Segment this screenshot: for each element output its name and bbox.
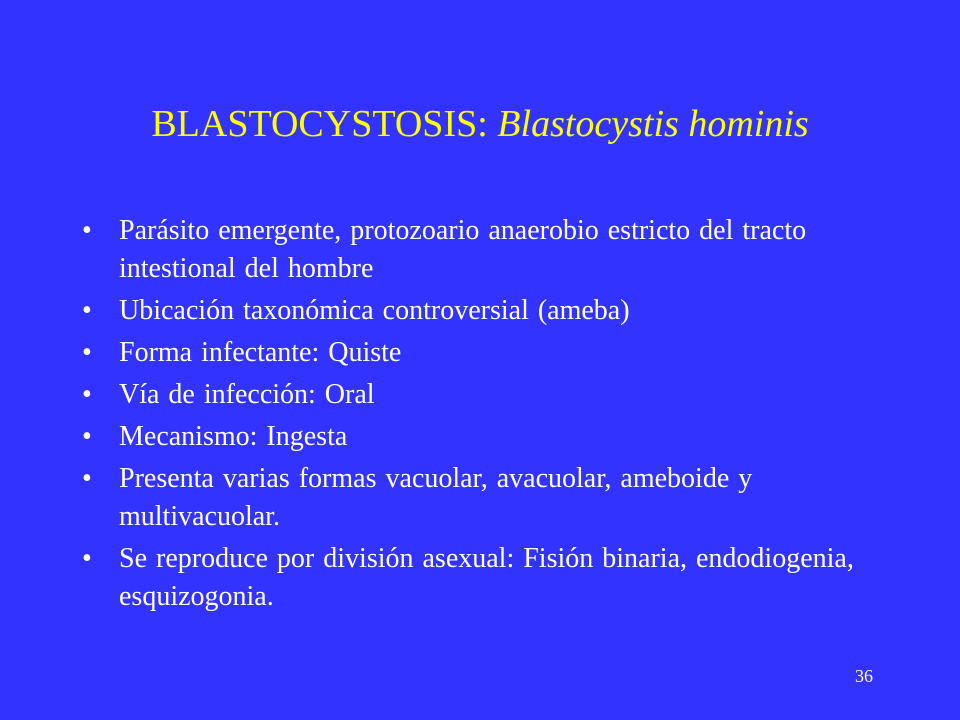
- bullet-dot-icon: •: [82, 379, 92, 410]
- bullet-dot-icon: •: [82, 215, 92, 246]
- title-main: BLASTOCYSTOSIS:: [151, 103, 498, 145]
- bullet-text: Vía de infección: Oral: [119, 379, 375, 410]
- bullet-text: Presenta varias formas vacuolar, avacuolar, ameboide y multivacuolar.: [119, 463, 753, 532]
- bullet-dot-icon: •: [82, 421, 92, 452]
- bullet-item: [82, 334, 882, 372]
- bullet-item: [82, 540, 882, 616]
- bullet-item: [82, 212, 882, 288]
- bullet-dot-icon: •: [82, 295, 92, 326]
- bullet-text: Se reproduce por división asexual: Fisión binaria, endodiogenia, esquizogonia.: [119, 543, 854, 612]
- bullet-item: [82, 418, 882, 456]
- bullet-list: [82, 212, 882, 620]
- bullet-dot-icon: •: [82, 337, 92, 368]
- bullet-dot-icon: •: [82, 463, 92, 494]
- title-species: Blastocystis hominis: [497, 103, 809, 145]
- bullet-item: [82, 292, 882, 330]
- bullet-text: Parásito emergente, protozoario anaerobio estricto del tracto intestional del hombre: [119, 215, 807, 284]
- slide-title: [0, 100, 960, 148]
- bullet-text: Mecanismo: Ingesta: [119, 421, 348, 452]
- page-number: 36: [855, 666, 873, 686]
- bullet-item: [82, 376, 882, 414]
- bullet-text: Ubicación taxonómica controversial (ameba): [119, 295, 630, 326]
- bullet-text: Forma infectante: Quiste: [119, 337, 402, 368]
- bullet-dot-icon: •: [82, 543, 92, 574]
- bullet-item: [82, 460, 882, 536]
